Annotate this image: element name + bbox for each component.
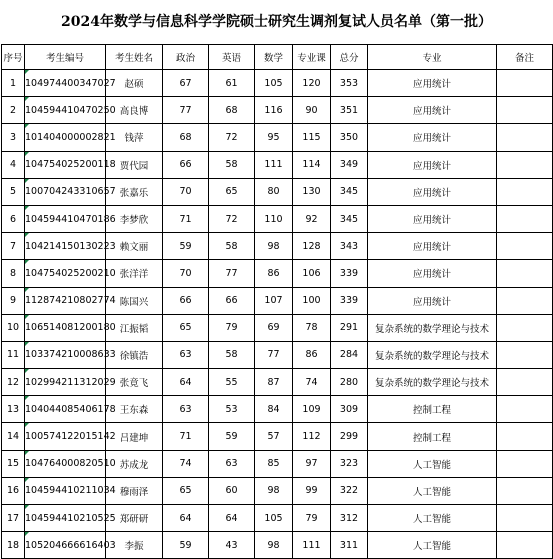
total-cell: 280 [331,369,368,396]
politics-cell: 66 [163,287,209,314]
table-row [2,124,553,151]
math-cell: 116 [255,97,293,124]
total-cell: 291 [331,314,368,341]
cell-marker-icon [25,206,29,210]
table-row [2,178,553,205]
english-cell: 60 [209,477,255,504]
exam-number-cell [25,287,116,314]
politics-cell: 59 [163,532,209,559]
name-cell: 钱萍 [106,124,163,151]
total-cell: 309 [331,396,368,423]
exam-number-cell [25,314,116,341]
politics-cell: 70 [163,178,209,205]
seq-cell: 12 [2,369,25,396]
name-cell: 赖文丽 [106,233,163,260]
seq-cell: 15 [2,450,25,477]
english-cell: 79 [209,314,255,341]
table-row [2,260,553,287]
exam-number-text: 103374210008633 [25,349,116,361]
math-cell: 85 [255,450,293,477]
exam-number-text: 104594410211034 [25,485,116,497]
politics-cell: 65 [163,314,209,341]
exam-number-text: 106514081200180 [25,322,116,334]
major-cell: 应用统计 [368,287,497,314]
english-cell: 59 [209,423,255,450]
table-row [2,423,553,450]
english-cell: 72 [209,124,255,151]
exam-number-cell [25,124,116,151]
major-course-cell: 115 [293,124,331,151]
major-cell: 人工智能 [368,505,497,532]
cell-marker-icon [25,70,29,74]
major-cell: 人工智能 [368,532,497,559]
major-course-cell: 99 [293,477,331,504]
document-title: 2024年数学与信息科学学院硕士研究生调剂复试人员名单（第一批） [61,14,492,30]
english-cell: 72 [209,205,255,232]
remark-cell [497,341,553,368]
name-cell: 吕建坤 [106,423,163,450]
math-cell: 57 [255,423,293,450]
header-cell: 专业课 [293,45,331,70]
header-cell: 政治 [163,45,209,70]
math-cell: 80 [255,178,293,205]
remark-cell [497,97,553,124]
cell-marker-icon [25,179,29,183]
math-cell: 110 [255,205,293,232]
major-cell: 复杂系统的数学理论与技术 [368,314,497,341]
exam-number-cell [25,532,116,559]
math-cell: 107 [255,287,293,314]
english-cell: 61 [209,70,255,97]
total-cell: 349 [331,151,368,178]
exam-number-text: 105204666616403 [25,539,116,551]
major-course-cell: 120 [293,70,331,97]
cell-marker-icon [25,369,29,373]
exam-number-cell [25,423,116,450]
header-cell: 总分 [331,45,368,70]
major-course-cell: 86 [293,341,331,368]
major-course-cell: 128 [293,233,331,260]
exam-number-text: 104764000820510 [25,458,116,470]
table-row [2,70,553,97]
politics-cell: 63 [163,341,209,368]
major-cell: 控制工程 [368,423,497,450]
cell-marker-icon [25,342,29,346]
politics-cell: 67 [163,70,209,97]
name-cell: 贾代园 [106,151,163,178]
english-cell: 66 [209,287,255,314]
name-cell: 张嘉乐 [106,178,163,205]
header-cell: 英语 [209,45,255,70]
english-cell: 55 [209,369,255,396]
seq-cell: 16 [2,477,25,504]
total-cell: 343 [331,233,368,260]
exam-number-text: 100704243310657 [25,186,116,198]
cell-marker-icon [25,260,29,264]
major-cell: 应用统计 [368,233,497,260]
politics-cell: 65 [163,477,209,504]
remark-cell [497,178,553,205]
exam-number-cell [25,450,116,477]
seq-cell: 2 [2,97,25,124]
politics-cell: 70 [163,260,209,287]
politics-cell: 71 [163,205,209,232]
english-cell: 43 [209,532,255,559]
major-course-cell: 100 [293,287,331,314]
seq-cell: 1 [2,70,25,97]
header-cell: 序号 [2,45,25,70]
table-row [2,205,553,232]
table-row [2,314,553,341]
major-cell: 应用统计 [368,178,497,205]
table-row [2,450,553,477]
major-cell: 应用统计 [368,124,497,151]
politics-cell: 64 [163,505,209,532]
exam-number-cell [25,396,116,423]
table-row [2,287,553,314]
total-cell: 351 [331,97,368,124]
major-cell: 应用统计 [368,260,497,287]
exam-number-cell [25,341,116,368]
seq-cell: 6 [2,205,25,232]
exam-number-cell [25,233,116,260]
total-cell: 345 [331,205,368,232]
total-cell: 345 [331,178,368,205]
seq-cell: 18 [2,532,25,559]
seq-cell: 4 [2,151,25,178]
cell-marker-icon [25,478,29,482]
english-cell: 68 [209,97,255,124]
seq-cell: 9 [2,287,25,314]
header-row [2,45,553,70]
remark-cell [497,505,553,532]
remark-cell [497,477,553,504]
seq-cell: 7 [2,233,25,260]
exam-number-text: 104974400347027 [25,77,116,89]
name-cell: 张洋洋 [106,260,163,287]
cell-marker-icon [25,288,29,292]
name-cell: 高良博 [106,97,163,124]
name-cell: 李梦欣 [106,205,163,232]
politics-cell: 74 [163,450,209,477]
cell-marker-icon [25,97,29,101]
politics-cell: 66 [163,151,209,178]
name-cell: 苏成龙 [106,450,163,477]
math-cell: 98 [255,532,293,559]
remark-cell [497,369,553,396]
name-cell: 张竟飞 [106,369,163,396]
exam-number-text: 102994211312029 [25,376,116,388]
total-cell: 322 [331,477,368,504]
total-cell: 350 [331,124,368,151]
major-course-cell: 97 [293,450,331,477]
cell-marker-icon [25,505,29,509]
exam-number-text: 100574122015142 [25,431,116,443]
seq-cell: 8 [2,260,25,287]
name-cell: 徐镇浩 [106,341,163,368]
major-course-cell: 79 [293,505,331,532]
math-cell: 69 [255,314,293,341]
cell-marker-icon [25,532,29,536]
major-cell: 人工智能 [368,450,497,477]
seq-cell: 5 [2,178,25,205]
exam-number-cell [25,205,116,232]
name-cell: 赵硕 [106,70,163,97]
major-course-cell: 109 [293,396,331,423]
english-cell: 58 [209,151,255,178]
politics-cell: 71 [163,423,209,450]
major-course-cell: 112 [293,423,331,450]
total-cell: 312 [331,505,368,532]
exam-number-text: 112874210802774 [25,295,116,307]
header-cell: 专业 [368,45,497,70]
exam-number-cell [25,369,116,396]
exam-number-text: 104594410470250 [25,104,116,116]
math-cell: 111 [255,151,293,178]
english-cell: 63 [209,450,255,477]
exam-number-cell [25,70,116,97]
math-cell: 105 [255,70,293,97]
table-row [2,505,553,532]
header-cell: 数学 [255,45,293,70]
name-cell: 郑研研 [106,505,163,532]
table-row [2,97,553,124]
table-row [2,532,553,559]
name-cell: 王东森 [106,396,163,423]
remark-cell [497,260,553,287]
math-cell: 77 [255,341,293,368]
total-cell: 339 [331,260,368,287]
header-cell: 备注 [497,45,553,70]
remark-cell [497,532,553,559]
remark-cell [497,70,553,97]
math-cell: 105 [255,505,293,532]
total-cell: 284 [331,341,368,368]
table-row [2,396,553,423]
exam-number-text: 104754025200210 [25,267,116,279]
major-course-cell: 78 [293,314,331,341]
remark-cell [497,233,553,260]
exam-number-text: 104754025200118 [25,159,116,171]
major-cell: 人工智能 [368,477,497,504]
math-cell: 98 [255,233,293,260]
table-row [2,341,553,368]
exam-number-cell [25,151,116,178]
major-course-cell: 114 [293,151,331,178]
remark-cell [497,151,553,178]
english-cell: 77 [209,260,255,287]
seq-cell: 13 [2,396,25,423]
cell-marker-icon [25,124,29,128]
major-cell: 复杂系统的数学理论与技术 [368,369,497,396]
major-cell: 应用统计 [368,151,497,178]
name-cell: 陈国兴 [106,287,163,314]
major-course-cell: 130 [293,178,331,205]
remark-cell [497,423,553,450]
exam-number-cell [25,505,116,532]
remark-cell [497,205,553,232]
exam-number-text: 104214150130223 [25,240,116,252]
politics-cell: 64 [163,369,209,396]
cell-marker-icon [25,315,29,319]
seq-cell: 11 [2,341,25,368]
remark-cell [497,287,553,314]
cell-marker-icon [25,451,29,455]
exam-number-cell [25,260,116,287]
major-course-cell: 106 [293,260,331,287]
seq-cell: 14 [2,423,25,450]
politics-cell: 59 [163,233,209,260]
major-cell: 复杂系统的数学理论与技术 [368,341,497,368]
exam-number-cell [25,97,116,124]
remark-cell [497,450,553,477]
name-cell: 穆雨泽 [106,477,163,504]
exam-number-cell [25,178,116,205]
remark-cell [497,314,553,341]
total-cell: 311 [331,532,368,559]
remark-cell [497,396,553,423]
remark-cell [497,124,553,151]
english-cell: 58 [209,233,255,260]
exam-number-text: 104594410210525 [25,512,116,524]
table-row [2,151,553,178]
math-cell: 95 [255,124,293,151]
total-cell: 299 [331,423,368,450]
seq-cell: 17 [2,505,25,532]
header-cell: 考生姓名 [106,45,163,70]
header-cell: 考生编号 [25,45,106,70]
english-cell: 58 [209,341,255,368]
candidate-table [1,44,553,559]
major-cell: 应用统计 [368,97,497,124]
math-cell: 98 [255,477,293,504]
major-course-cell: 74 [293,369,331,396]
cell-marker-icon [25,396,29,400]
major-cell: 控制工程 [368,396,497,423]
politics-cell: 77 [163,97,209,124]
name-cell: 江振韬 [106,314,163,341]
total-cell: 353 [331,70,368,97]
exam-number-text: 104044085406178 [25,403,116,415]
seq-cell: 3 [2,124,25,151]
exam-number-text: 104594410470186 [25,213,116,225]
total-cell: 323 [331,450,368,477]
english-cell: 65 [209,178,255,205]
major-cell: 应用统计 [368,205,497,232]
politics-cell: 63 [163,396,209,423]
table-row [2,233,553,260]
cell-marker-icon [25,233,29,237]
math-cell: 87 [255,369,293,396]
exam-number-text: 101404000002821 [25,131,116,143]
major-course-cell: 90 [293,97,331,124]
math-cell: 84 [255,396,293,423]
name-cell: 李振 [106,532,163,559]
math-cell: 86 [255,260,293,287]
major-course-cell: 111 [293,532,331,559]
total-cell: 339 [331,287,368,314]
major-course-cell: 92 [293,205,331,232]
major-cell: 应用统计 [368,70,497,97]
english-cell: 64 [209,505,255,532]
politics-cell: 68 [163,124,209,151]
table-row [2,477,553,504]
seq-cell: 10 [2,314,25,341]
exam-number-cell [25,477,116,504]
cell-marker-icon [25,423,29,427]
table-row [2,369,553,396]
english-cell: 53 [209,396,255,423]
cell-marker-icon [25,152,29,156]
